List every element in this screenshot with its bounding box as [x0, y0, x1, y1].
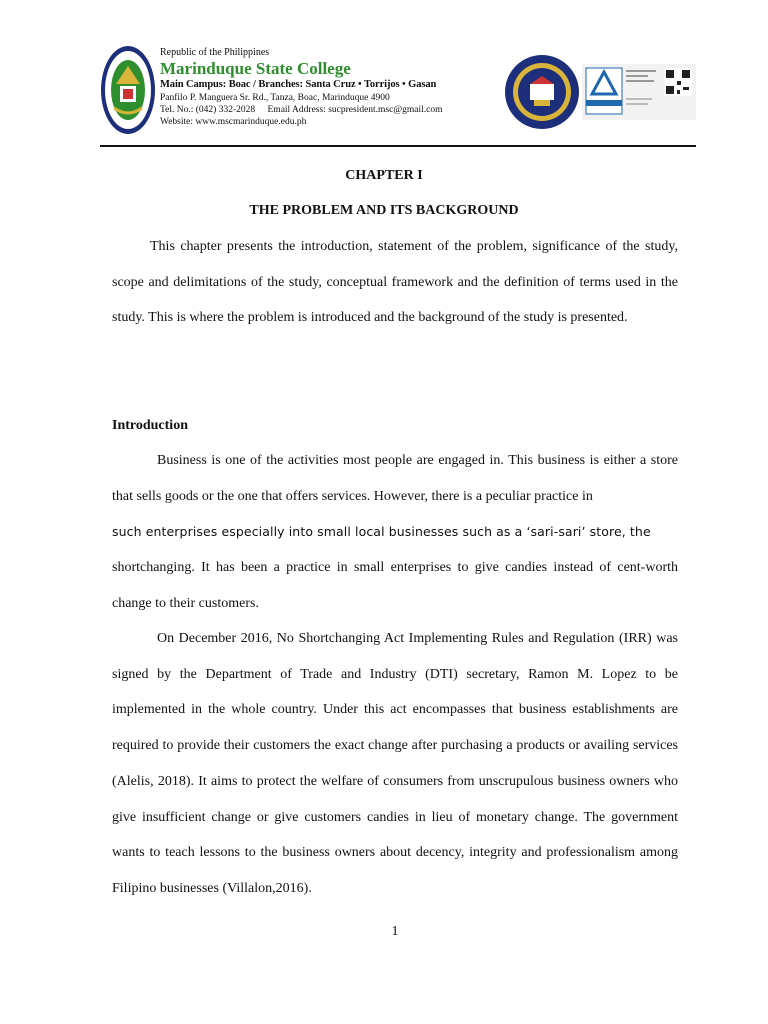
college-seal-icon — [100, 44, 156, 136]
intro-paragraph-block — [112, 229, 678, 336]
letterhead — [100, 40, 696, 144]
section-heading-block — [112, 416, 678, 436]
school-of-education-seal-icon — [504, 54, 580, 130]
address-line: Panfilo P. Manguera Sr. Rd., Tanza, Boac, Marinduque 4900 — [160, 93, 390, 103]
intro-paragraph: This chapter presents the introduction, statement of the problem, significance of the study, scope and delimitations of the study, conceptual framework and the definition of terms used in the study. This is where the problem is introduced and the background of the study is presented. — [112, 239, 678, 326]
college-name: Marinduque State College — [160, 59, 351, 78]
body-paragraph-2 — [112, 621, 678, 907]
body-paragraph-1 — [112, 443, 678, 622]
letterhead-text — [160, 46, 510, 128]
para1-part3: shortchanging. It has been a practice in small enterprises to give candies instead of cent-worth change to their customers. — [112, 560, 678, 611]
campus-line: Main Campus: Boac / Branches: Santa Cruz • Torrijos • Gasan — [160, 79, 437, 90]
para1-part2: such enterprises especially into small local businesses such as a ‘sari-sari’ store, the — [112, 524, 651, 540]
contact-line — [160, 104, 510, 116]
section-heading: Introduction — [112, 418, 188, 433]
header-divider — [100, 145, 696, 147]
website-line: Website: www.mscmarinduque.edu.ph — [160, 117, 307, 127]
email-text: Email Address: sucpresident.msc@gmail.com — [267, 105, 443, 115]
iso-certification-icon — [582, 64, 696, 120]
chapter-subtitle: THE PROBLEM AND ITS BACKGROUND — [249, 203, 519, 218]
tel-text: Tel. No.: (042) 332-2028 — [160, 105, 256, 115]
page-number: 1 — [391, 924, 399, 939]
republic-line: Republic of the Philippines — [160, 47, 270, 58]
para2: On December 2016, No Shortchanging Act Implementing Rules and Regulation (IRR) was signed by the Department of Trade and Industry (DTI) secretary, Ramon M. Lopez to be implemented in the whole country. Under this act encompasses that business establishments are required to provide their customers the exact change after purchasing a products or availing services (Alelis, 2018). It aims to protect the welfare of consumers from unscrupulous business owners who give insufficient change or give customers candies in lieu of monetary change. The government wants to teach lessons to the business owners about decency, integrity and professionalism among Filipino businesses (Villalon,2016). — [112, 631, 678, 896]
chapter-title: CHAPTER I — [345, 168, 423, 183]
para1-part1: Business is one of the activities most people are engaged in. This business is either a store that sells goods or the one that offers services. However, there is a peculiar practice in — [112, 453, 678, 504]
